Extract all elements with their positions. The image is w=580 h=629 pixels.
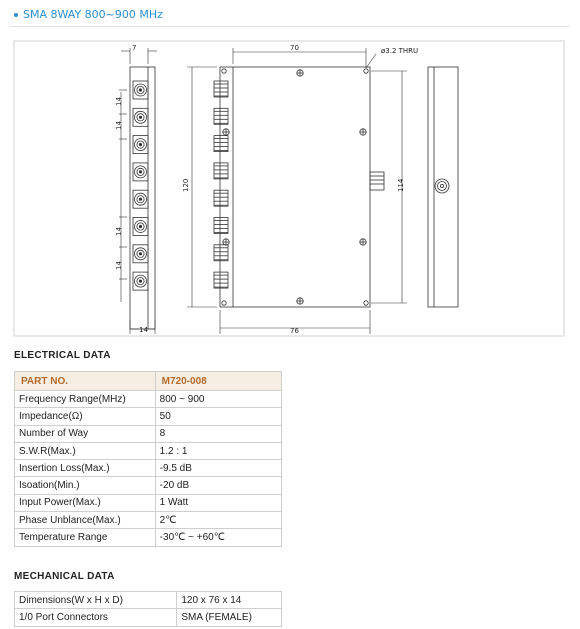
row-label: Frequency Range(MHz) xyxy=(15,391,156,408)
row-value: -30℃ ~ +60℃ xyxy=(155,529,281,546)
sma-port-icon xyxy=(214,108,228,124)
dim-bottom-width-label: 76 xyxy=(290,327,299,335)
front-body xyxy=(220,67,370,307)
dim-top-left xyxy=(121,48,157,64)
screw-icon xyxy=(297,70,303,76)
row-value: -9.5 dB xyxy=(155,460,281,477)
sma-connector-icon xyxy=(133,218,148,236)
dim-pitch-label-4: 14 xyxy=(115,261,123,270)
row-value: 1.2 : 1 xyxy=(155,442,281,459)
sma-connector-icon xyxy=(133,81,148,99)
table-row xyxy=(15,408,282,425)
bullet-icon xyxy=(14,13,18,17)
right-connector-mid xyxy=(438,182,447,191)
table-row xyxy=(15,494,282,511)
sma-port-icon xyxy=(214,190,228,206)
table-row xyxy=(15,477,282,494)
row-value: SMA (FEMALE) xyxy=(177,609,282,626)
mount-hole xyxy=(222,69,226,73)
sma-connector-icon xyxy=(133,272,148,290)
screws xyxy=(223,70,366,304)
row-value: -20 dB xyxy=(155,477,281,494)
dim-top-width xyxy=(233,48,376,68)
table-row xyxy=(15,425,282,442)
row-label: Impedance(Ω) xyxy=(15,408,156,425)
sma-connector-icon xyxy=(133,163,148,181)
row-value: 800 ~ 900 xyxy=(155,391,281,408)
electrical-data-title: ELECTRICAL DATA xyxy=(14,350,111,361)
sma-port-icon xyxy=(214,245,228,261)
row-label: Input Power(Max.) xyxy=(15,494,156,511)
right-connector-pin xyxy=(440,184,443,187)
mechanical-data-title: MECHANICAL DATA xyxy=(14,571,115,582)
header-value-cell: M720-008 xyxy=(155,372,281,391)
row-label: Isoation(Min.) xyxy=(15,477,156,494)
electrical-data-table xyxy=(14,371,282,547)
row-value: 8 xyxy=(155,425,281,442)
screw-icon xyxy=(223,129,229,135)
row-label: Insertion Loss(Max.) xyxy=(15,460,156,477)
row-label: Temperature Range xyxy=(15,529,156,546)
dim-height-inner-label: 114 xyxy=(397,178,405,192)
front-view xyxy=(214,67,384,307)
table-row xyxy=(15,391,282,408)
dim-top-left-label: 7 xyxy=(132,44,137,52)
sma-connector-icon xyxy=(133,108,148,126)
sma-port-icon xyxy=(214,272,228,288)
screw-icon xyxy=(297,298,303,304)
table-header-row xyxy=(15,372,282,391)
mount-hole xyxy=(364,69,368,73)
sma-front-connectors xyxy=(214,81,228,288)
table-row xyxy=(15,592,282,609)
dim-height-total-label: 120 xyxy=(182,178,190,192)
sma-port-icon xyxy=(214,218,228,234)
sma-connector-icon xyxy=(133,190,148,208)
page-title-text: SMA 8WAY 800~900 MHz xyxy=(23,8,163,21)
sma-side-connectors xyxy=(133,81,148,290)
mount-hole xyxy=(364,301,368,305)
side-view-left xyxy=(130,67,155,329)
screw-icon xyxy=(223,239,229,245)
row-label: Dimensions(W x H x D) xyxy=(15,592,177,609)
technical-drawing xyxy=(13,40,565,337)
sma-port-icon xyxy=(214,136,228,152)
mechanical-data-table xyxy=(14,591,282,627)
sma-connector-icon xyxy=(133,136,148,154)
page-title xyxy=(14,8,163,21)
dim-top-width-label: 70 xyxy=(290,44,299,52)
table-row xyxy=(15,442,282,459)
dim-bottom-left-label: 14 xyxy=(139,326,148,334)
dim-height-total xyxy=(187,67,217,307)
dim-pitch-label-1: 14 xyxy=(115,97,123,106)
side-view-right xyxy=(428,67,458,307)
sma-port-icon xyxy=(214,81,228,97)
screw-icon xyxy=(360,239,366,245)
mount-hole xyxy=(222,301,226,305)
dim-pitch-label-2: 14 xyxy=(115,121,123,130)
table-row xyxy=(15,529,282,546)
row-label: 1/0 Port Connectors xyxy=(15,609,177,626)
sma-port-icon xyxy=(214,163,228,179)
title-divider xyxy=(10,26,570,27)
dim-pitch-label-3: 14 xyxy=(115,227,123,236)
row-value: 50 xyxy=(155,408,281,425)
table-row xyxy=(15,460,282,477)
dim-hole-label: ø3.2 THRU xyxy=(381,47,419,55)
table-row xyxy=(15,512,282,529)
input-connector xyxy=(370,172,384,190)
row-label: Phase Unblance(Max.) xyxy=(15,512,156,529)
screw-icon xyxy=(360,129,366,135)
row-value: 2℃ xyxy=(155,512,281,529)
header-label-cell: PART NO. xyxy=(15,372,156,391)
drawing-svg xyxy=(15,42,563,335)
row-label: Number of Way xyxy=(15,425,156,442)
row-value: 1 Watt xyxy=(155,494,281,511)
row-value: 120 x 76 x 14 xyxy=(177,592,282,609)
table-row xyxy=(15,609,282,626)
row-label: S.W.R(Max.) xyxy=(15,442,156,459)
sma-connector-icon xyxy=(133,245,148,263)
